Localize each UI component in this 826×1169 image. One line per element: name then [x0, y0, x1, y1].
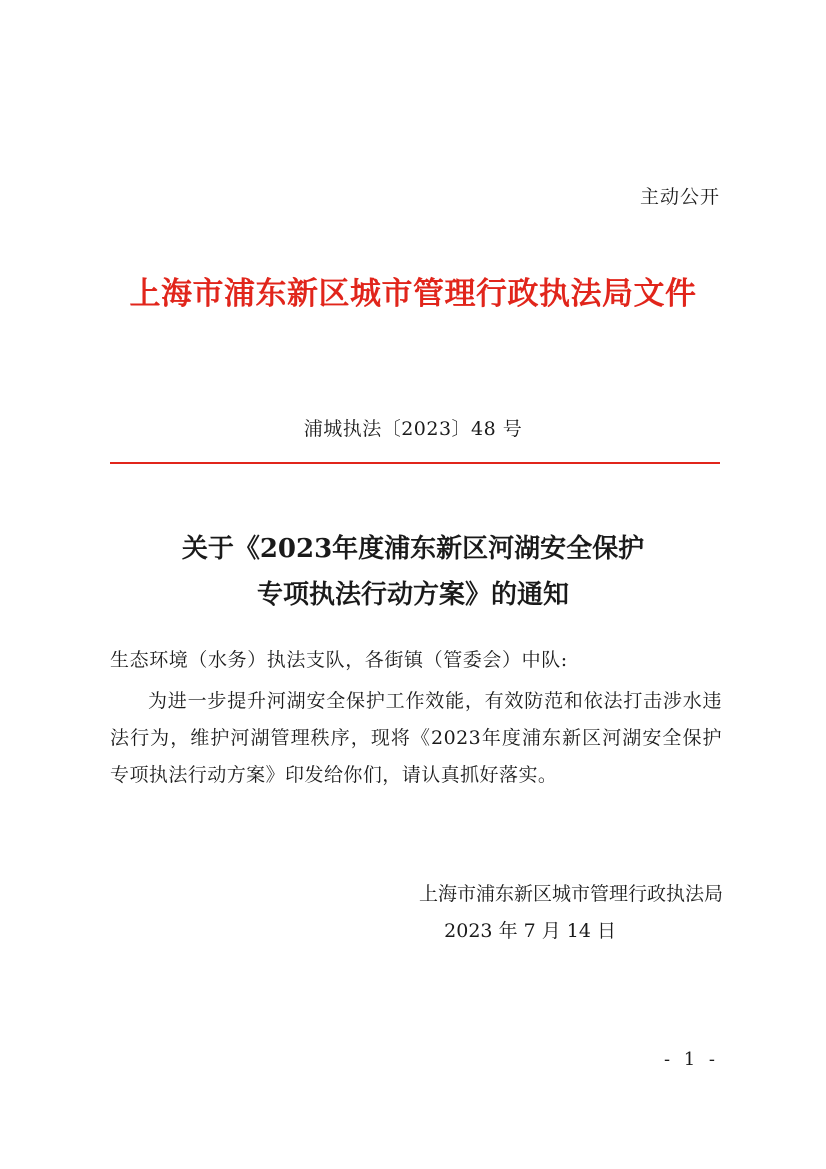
body-paragraph: 为进一步提升河湖安全保护工作效能，有效防范和依法打击涉水违法行为，维护河湖管理秩序，现将《2023年度浦东新区河湖安全保护专项执法行动方案》印发给你们，请认真抓好落实。	[110, 690, 722, 786]
title-line-2: 专项执法行动方案》的通知	[256, 580, 569, 610]
signature-date: 2023 年 7 月 14 日	[444, 920, 616, 942]
signature-block	[323, 876, 723, 950]
issuer-header: 上海市浦东新区城市管理行政执法局文件	[129, 276, 697, 312]
title-line-1: 关于《2023年度浦东新区河湖安全保护	[181, 534, 645, 564]
red-divider-line	[110, 462, 720, 464]
signature-organization: 上海市浦东新区城市管理行政执法局	[418, 883, 723, 905]
addressee: 生态环境（水务）执法支队，各街镇（管委会）中队:	[110, 649, 568, 671]
disclosure-label: 主动公开	[639, 186, 720, 208]
page-number: - 1 -	[663, 1049, 719, 1070]
document-number: 浦城执法〔2023〕48 号	[303, 418, 523, 440]
document-title	[0, 526, 826, 618]
